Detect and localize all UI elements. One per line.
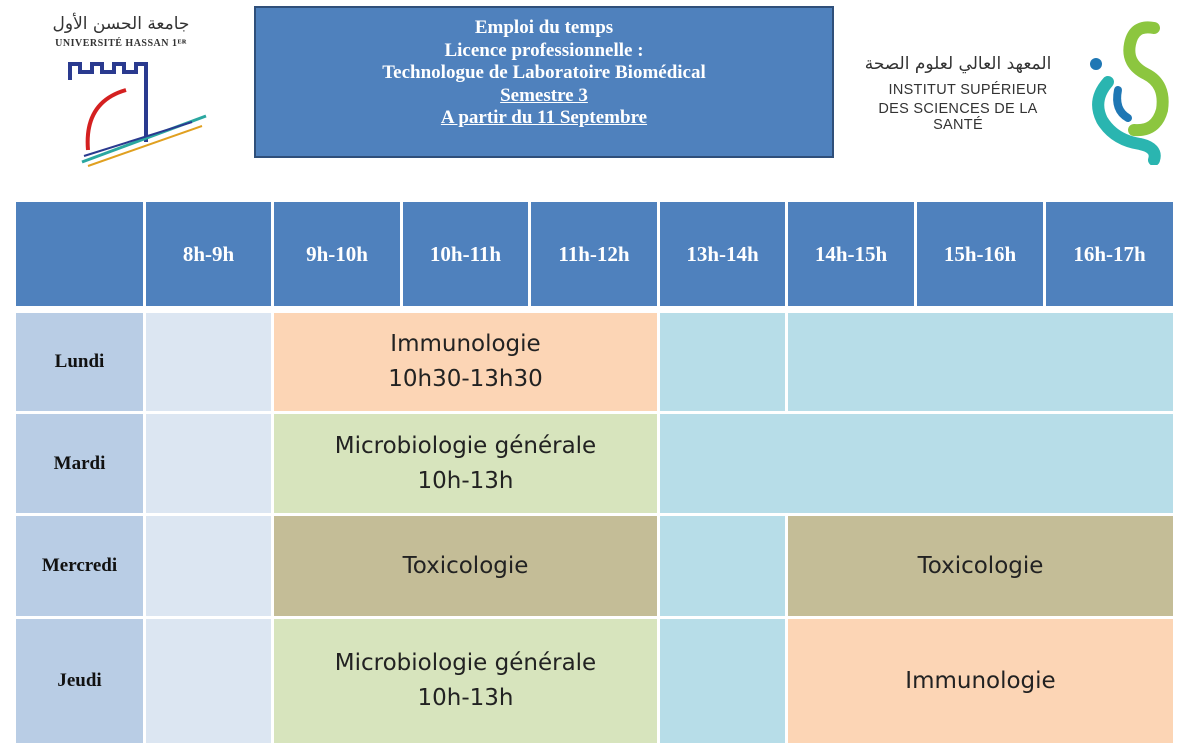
institute-latin-line-2: DES SCIENCES DE LA SANTÉ bbox=[878, 101, 1038, 133]
title-line-3: Technologue de Laboratoire Biomédical bbox=[382, 62, 706, 83]
empty-slot bbox=[788, 313, 1176, 414]
course-name: Immunologie bbox=[390, 331, 541, 357]
empty-slot bbox=[660, 619, 788, 746]
course-time: 10h-13h bbox=[417, 467, 514, 494]
isss-swirl-logo-icon bbox=[1084, 20, 1180, 165]
course-name: Microbiologie générale bbox=[334, 432, 597, 459]
time-slot-header: 11h-12h bbox=[531, 202, 660, 309]
header-corner-cell bbox=[16, 202, 146, 309]
course-block-immunologie bbox=[274, 313, 660, 414]
empty-slot bbox=[146, 313, 274, 414]
time-slot-header: 15h-16h bbox=[917, 202, 1046, 309]
empty-slot bbox=[660, 313, 788, 414]
institute-arabic-name: المعهد العالي لعلوم الصحة bbox=[864, 54, 1052, 74]
course-time: 10h30-13h30 bbox=[388, 366, 543, 392]
course-name: Toxicologie bbox=[402, 552, 529, 579]
course-block-toxicologie bbox=[788, 516, 1176, 619]
title-semester: Semestre 3 bbox=[500, 84, 588, 106]
time-slot-header: 16h-17h bbox=[1046, 202, 1176, 309]
day-row-wednesday bbox=[16, 516, 1176, 619]
empty-slot bbox=[146, 619, 274, 746]
course-block-microbiologie bbox=[274, 414, 660, 516]
course-block-toxicologie bbox=[274, 516, 660, 619]
university-tower-emblem-icon bbox=[22, 52, 212, 172]
day-row-tuesday bbox=[16, 414, 1176, 516]
title-start-date: A partir du 11 Septembre bbox=[440, 107, 648, 128]
time-slot-header: 9h-10h bbox=[274, 202, 403, 309]
course-block-immunologie bbox=[788, 619, 1176, 746]
course-name: Toxicologie bbox=[917, 552, 1044, 579]
time-slot-header: 8h-9h bbox=[146, 202, 274, 309]
time-slot-header: 14h-15h bbox=[788, 202, 917, 309]
title-line-1: Emploi du temps bbox=[474, 17, 614, 38]
course-name: Microbiologie générale bbox=[334, 650, 597, 676]
course-time: 10h-13h bbox=[417, 685, 514, 711]
course-name: Immunologie bbox=[905, 667, 1056, 694]
empty-slot bbox=[660, 414, 1176, 516]
day-label: Jeudi bbox=[16, 619, 146, 746]
institute-logo bbox=[852, 20, 1182, 170]
header-row bbox=[16, 202, 1176, 309]
day-label: Mardi bbox=[16, 414, 146, 516]
university-logo bbox=[22, 12, 212, 172]
time-slot-header: 10h-11h bbox=[403, 202, 531, 309]
day-label: Mercredi bbox=[16, 516, 146, 619]
course-block-microbiologie bbox=[274, 619, 660, 746]
institute-latin-line-1: INSTITUT SUPÉRIEUR bbox=[888, 82, 1048, 98]
title-line-2: Licence professionnelle : bbox=[444, 39, 644, 61]
day-row-thursday bbox=[16, 619, 1176, 746]
timetable-title-box bbox=[254, 6, 834, 158]
day-row-monday bbox=[16, 313, 1176, 414]
university-latin-name: UNIVERSITÉ HASSAN 1ᴱᴿ bbox=[55, 38, 187, 49]
time-slot-header: 13h-14h bbox=[660, 202, 788, 309]
empty-slot bbox=[146, 516, 274, 619]
empty-slot bbox=[146, 414, 274, 516]
empty-slot bbox=[660, 516, 788, 619]
university-arabic-name: جامعة الحسن الأول bbox=[52, 14, 190, 34]
day-label: Lundi bbox=[16, 313, 146, 414]
timetable bbox=[16, 202, 1176, 746]
